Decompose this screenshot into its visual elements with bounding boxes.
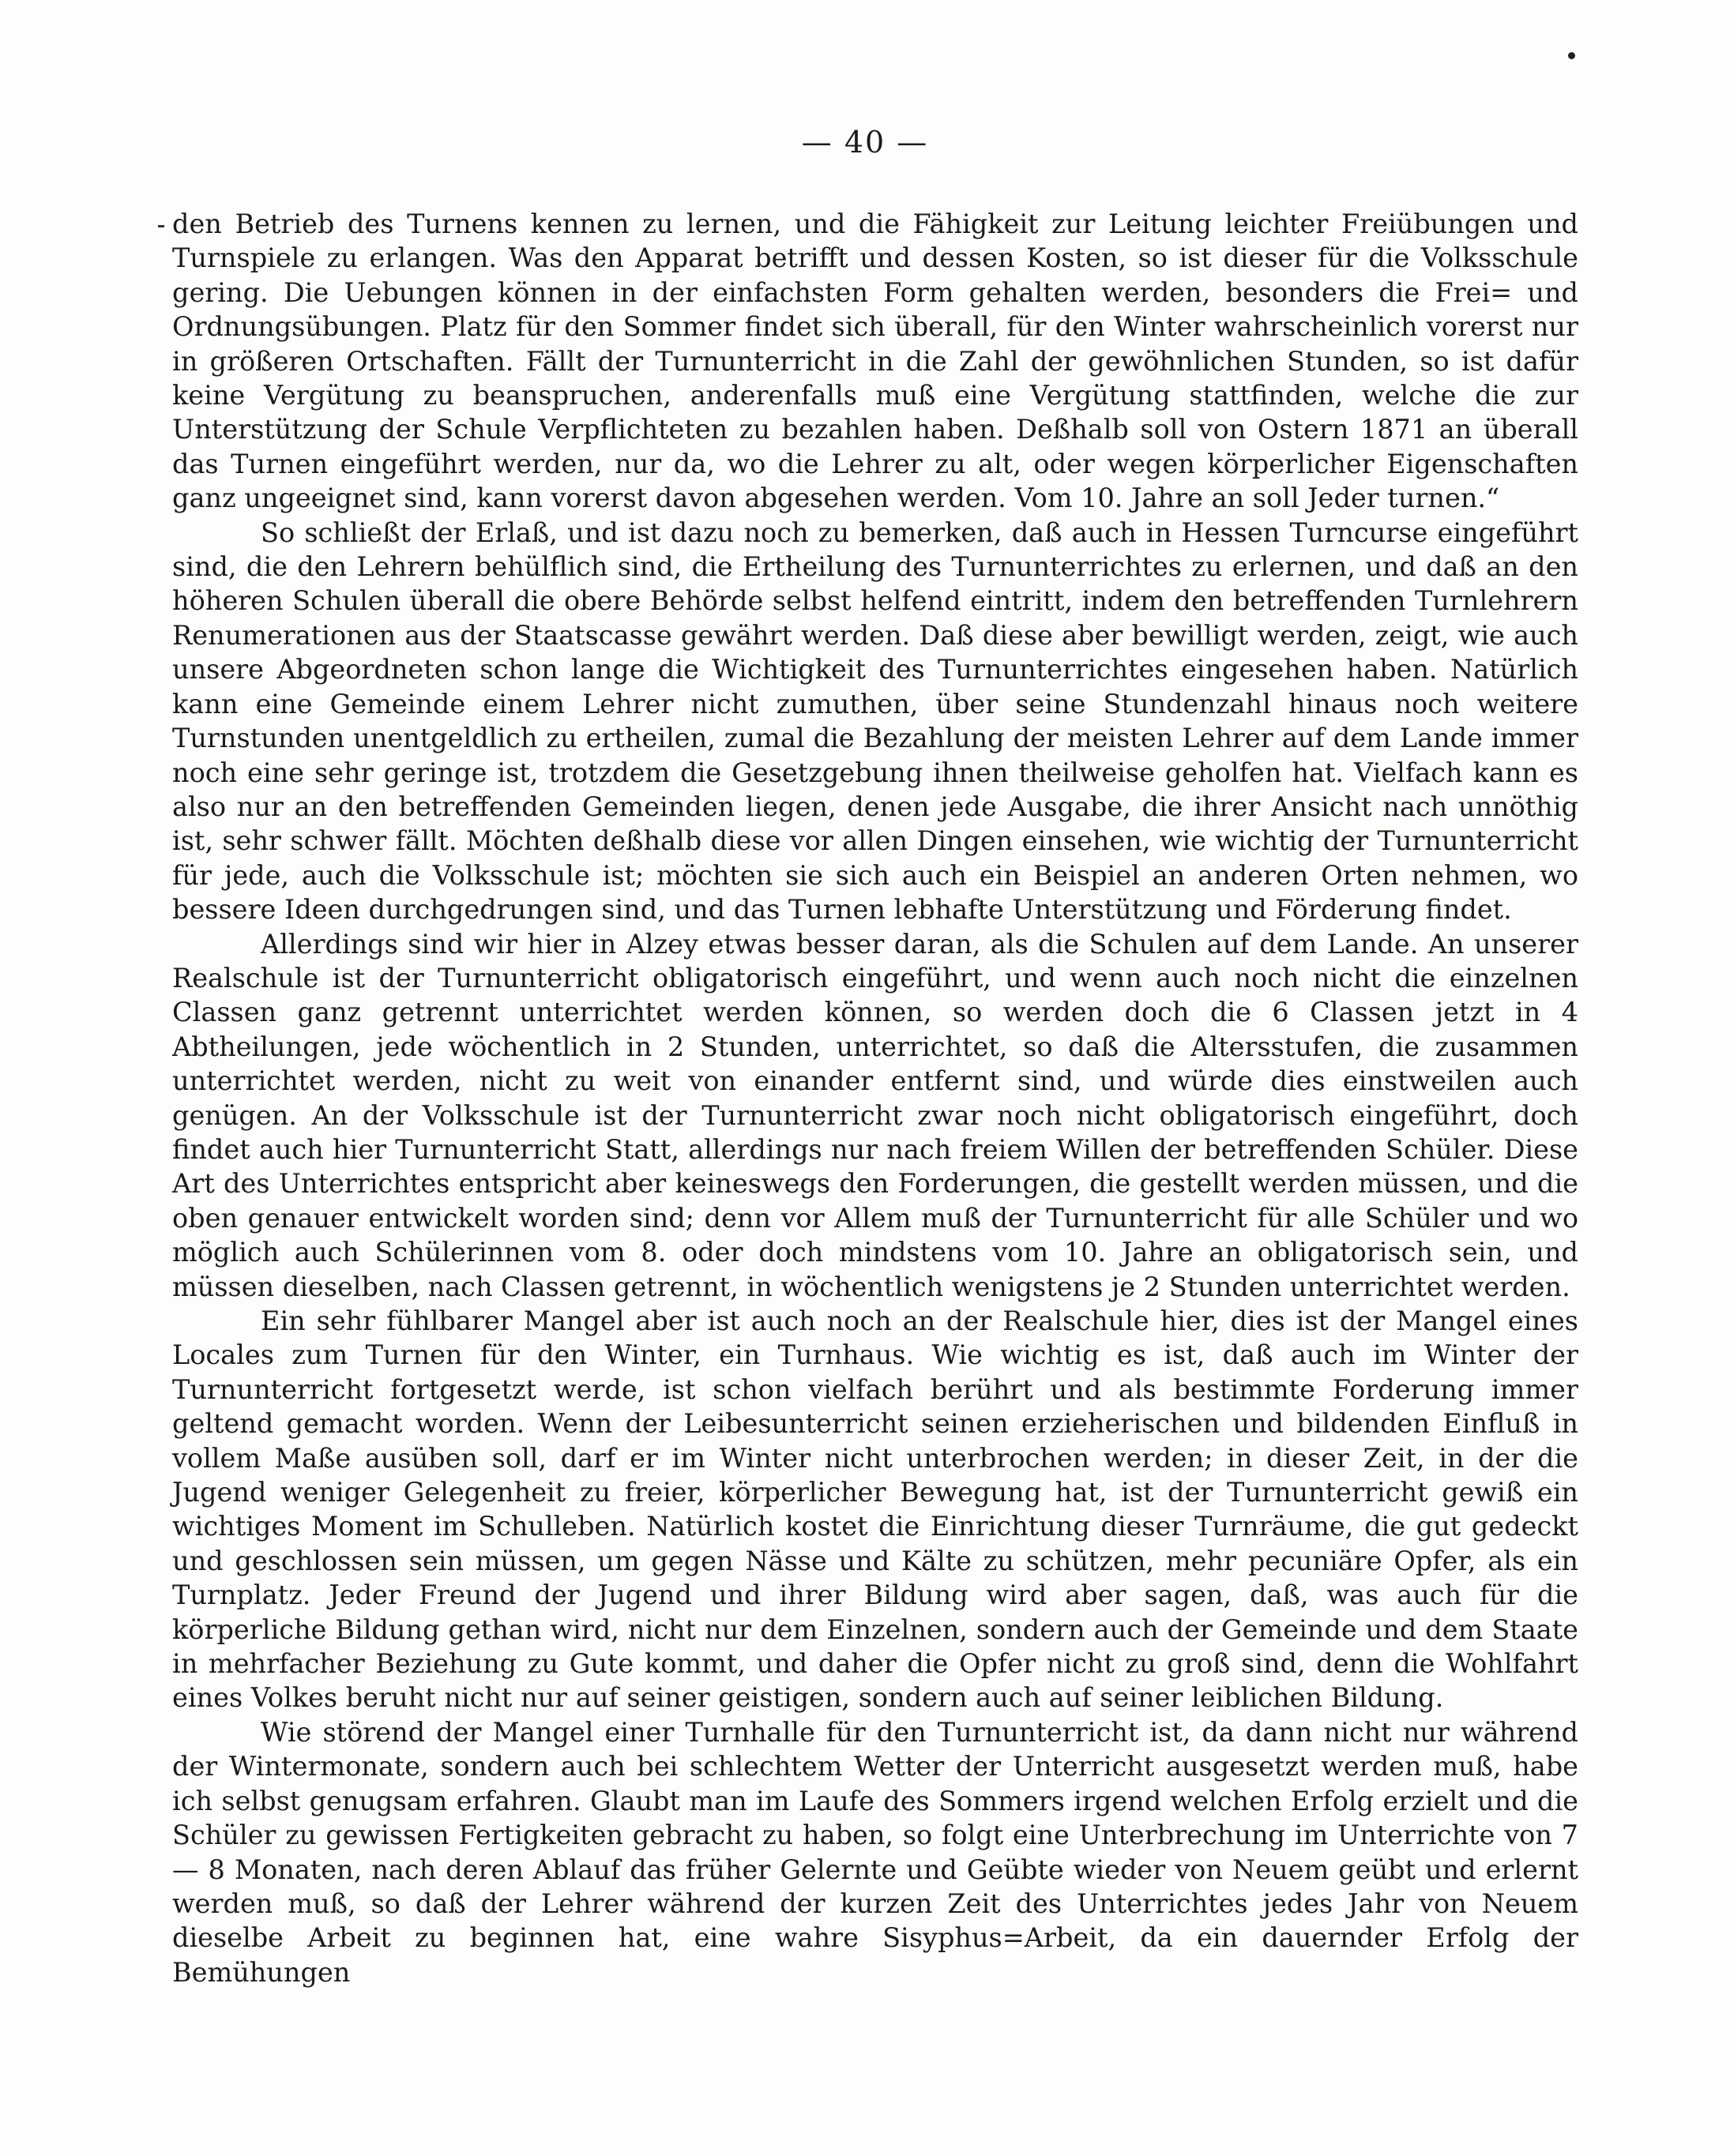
ink-speck [1568, 52, 1575, 59]
paragraph-4: Ein sehr fühlbarer Mangel aber ist auch noch an der Realschule hier, dies ist der Mangel eines Locales zum Turnen für den Winter, ein Turnhaus. Wie wichtig es ist, daß auch im Winter der Turnunterricht fortgesetzt werde, ist schon vielfach berührt und als bestimmte Forderung immer geltend gemacht worden. Wenn der Leibesunterricht seinen erzieherischen und bildenden Einfluß in vollem Maße ausüben soll, darf er im Winter nicht unterbrochen werden; in dieser Zeit, in der die Jugend weniger Gelegenheit zu freier, körperlicher Bewegung hat, ist der Turnunterricht gewiß ein wichtiges Moment im Schulleben. Natürlich kostet die Einrichtung dieser Turnräume, die gut gedeckt und geschlossen sein müssen, um gegen Nässe und Kälte zu schützen, mehr pecuniäre Opfer, als ein Turnplatz. Jeder Freund der Jugend und ihrer Bildung wird aber sagen, daß, was auch für die körperliche Bildung gethan wird, nicht nur dem Einzelnen, sondern auch der Gemeinde und dem Staate in mehrfacher Beziehung zu Gute kommt, und daher die Opfer nicht zu groß sind, denn die Wohlfahrt eines Volkes beruht nicht nur auf seiner geistigen, sondern auch auf seiner leiblichen Bildung. [172, 1305, 1578, 1714]
page-number: — 40 — [801, 125, 929, 160]
paragraph-1: den Betrieb des Turnens kennen zu lernen, und die Fähigkeit zur Leitung leichter Freiübungen und Turnspiele zu erlangen. Was den Apparat betrifft und dessen Kosten, so ist dieser für die Volksschule gering. Die Uebungen können in der einfachsten Form gehalten werden, besonders die Frei= und Ordnungsübungen. Platz für den Sommer findet sich überall, für den Winter wahrscheinlich vorerst nur in größeren Ortschaften. Fällt der Turnunterricht in die Zahl der gewöhnlichen Stunden, so ist dafür keine Vergütung zu beanspruchen, anderenfalls muß eine Vergütung stattfinden, welche die zur Unterstützung der Schule Verpflichteten zu bezahlen haben. Deßhalb soll von Ostern 1871 an überall das Turnen eingeführt werden, nur da, wo die Lehrer zu alt, oder wegen körperlicher Eigenschaften ganz ungeeignet sind, kann vorerst davon abgesehen werden. Vom 10. Jahre an soll Jeder turnen.“ [172, 208, 1578, 514]
paragraph-2: So schließt der Erlaß, und ist dazu noch zu bemerken, daß auch in Hessen Turncurse eingeführt sind, die den Lehrern behülflich sind, die Ertheilung des Turnunterrichtes zu erlernen, und daß an den höheren Schulen überall die obere Behörde selbst helfend eintritt, indem den betreffenden Turnlehrern Renumerationen aus der Staatscasse gewährt werden. Daß diese aber bewilligt werden, zeigt, wie auch unsere Abgeordneten schon lange die Wichtigkeit des Turnunterrichtes eingesehen haben. Natürlich kann eine Gemeinde einem Lehrer nicht zumuthen, über seine Stundenzahl hinaus noch weitere Turnstunden unentgeldlich zu ertheilen, zumal die Bezahlung der meisten Lehrer auf dem Lande immer noch eine sehr geringe ist, trotzdem die Gesetzgebung ihnen theilweise geholfen hat. Vielfach kann es also nur an den betreffenden Gemeinden liegen, denen jede Ausgabe, die ihrer Ansicht nach unnöthig ist, sehr schwer fällt. Möchten deßhalb diese vor allen Dingen einsehen, wie wichtig der Turnunterricht für jede, auch die Volksschule ist; möchten sie sich auch ein Beispiel an anderen Orten nehmen, wo bessere Ideen durchgedrungen sind, und das Turnen lebhafte Unterstützung und Förderung findet. [172, 516, 1578, 926]
paragraph-5: Wie störend der Mangel einer Turnhalle für den Turnunterricht ist, da dann nicht nur während der Wintermonate, sondern auch bei schlechtem Wetter der Unterricht ausgesetzt werden muß, habe ich selbst genugsam erfahren. Glaubt man im Laufe des Sommers irgend welchen Erfolg erzielt und die Schüler zu gewissen Fertigkeiten gebracht zu haben, so folgt eine Unterbrechung im Unterrichte von 7 — 8 Monaten, nach deren Ablauf das früher Gelernte und Geübte wieder von Neuem geübt und erlernt werden muß, so daß der Lehrer während der kurzen Zeit des Unterrichtes jedes Jahr von Neuem dieselbe Arbeit zu beginnen hat, eine wahre Sisyphus=Arbeit, da ein dauernder Erfolg der Bemühungen [172, 1716, 1578, 1988]
body-text [172, 207, 1578, 1989]
paragraph-3: Allerdings sind wir hier in Alzey etwas besser daran, als die Schulen auf dem Lande. An unserer Realschule ist der Turnunterricht obligatorisch eingeführt, und wenn auch noch nicht die einzelnen Classen ganz getrennt unterrichtet werden können, so werden doch die 6 Classen jetzt in 4 Abtheilungen, jede wöchentlich in 2 Stunden, unterrichtet, so daß die Altersstufen, die zusammen unterrichtet werden, nicht zu weit von einander entfernt sind, und würde dies einstweilen auch genügen. An der Volksschule ist der Turnunterricht zwar noch nicht obligatorisch eingeführt, doch findet auch hier Turnunterricht Statt, allerdings nur nach freiem Willen der betreffenden Schüler. Diese Art des Unterrichtes entspricht aber keineswegs den Forderungen, die gestellt werden müssen, und die oben genauer entwickelt worden sind; denn vor Allem muß der Turnunterricht für alle Schüler und wo möglich auch Schülerinnen vom 8. oder doch mindstens vom 10. Jahre an obligatorisch sein, und müssen dieselben, nach Classen getrennt, in wöchentlich wenigstens je 2 Stunden unterrichtet werden. [172, 928, 1578, 1302]
margin-mark [158, 225, 164, 227]
